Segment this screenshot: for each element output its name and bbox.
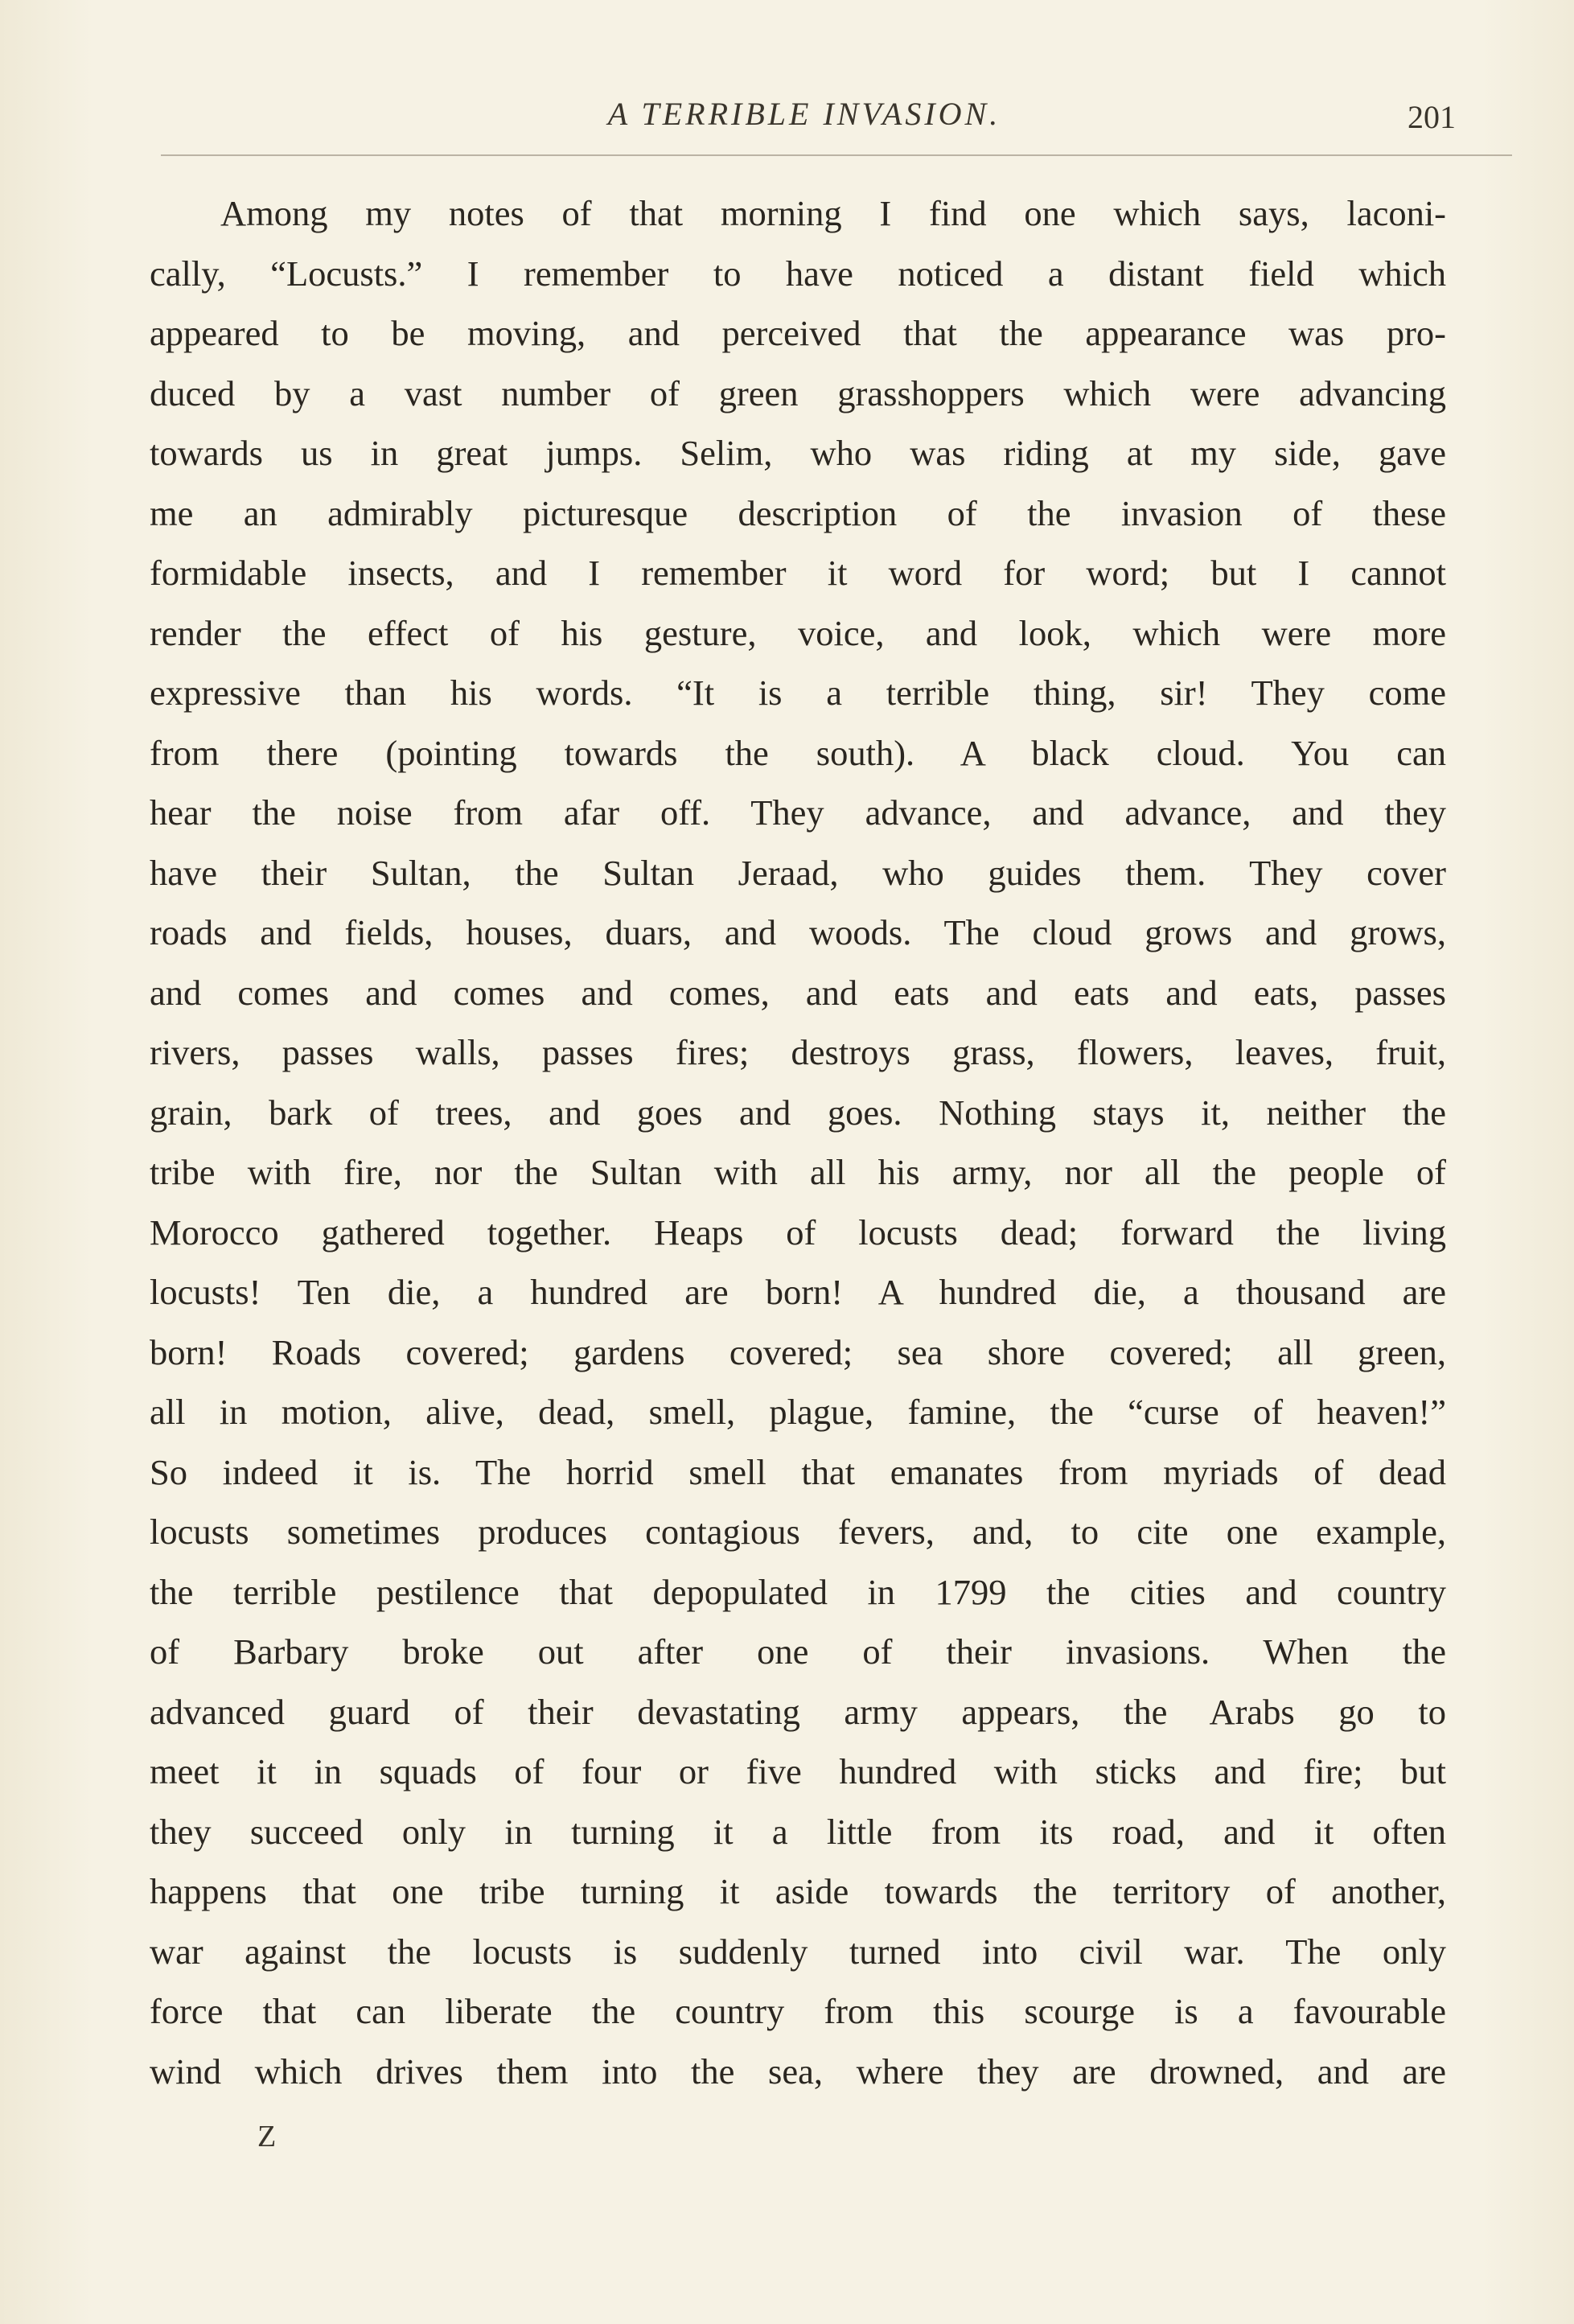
text-line: force that can liberate the country from this scourge is a favourable bbox=[150, 1991, 1446, 2031]
text-line: appeared to be moving, and perceived that the appearance was pro- bbox=[150, 313, 1446, 353]
text-line: grain, bark of trees, and goes and goes. Nothing stays it, neither the bbox=[150, 1092, 1446, 1133]
text-line: towards us in great jumps. Selim, who was riding at my side, gave bbox=[150, 433, 1446, 473]
running-title: A TERRIBLE INVASION. bbox=[607, 96, 1001, 132]
page-number: 201 bbox=[1408, 99, 1456, 135]
text-line: render the effect of his gesture, voice, and look, which were more bbox=[150, 612, 1446, 653]
header-rule bbox=[161, 154, 1512, 156]
text-line: formidable insects, and I remember it word for word; but I cannot bbox=[150, 553, 1446, 593]
text-line: rivers, passes walls, passes fires; destroys grass, flowers, leaves, fruit, bbox=[150, 1032, 1446, 1072]
text-line: they succeed only in turning it a little from its road, and it often bbox=[150, 1811, 1446, 1852]
text-line: locusts! Ten die, a hundred are born! A hundred die, a thousand are bbox=[150, 1272, 1446, 1312]
text-line: of Barbary broke out after one of their invasions. When the bbox=[150, 1631, 1446, 1672]
text-line: the terrible pestilence that depopulated in 1799 the cities and country bbox=[150, 1571, 1446, 1612]
text-line: me an admirably picturesque description of the invasion of these bbox=[150, 492, 1446, 533]
text-line: roads and fields, houses, duars, and woods. The cloud grows and grows, bbox=[150, 912, 1446, 952]
text-line: So indeed it is. The horrid smell that emanates from myriads of dead bbox=[150, 1451, 1446, 1492]
text-line: war against the locusts is suddenly turned into civil war. The only bbox=[150, 1931, 1446, 1972]
body-text bbox=[150, 183, 1446, 2101]
text-line: locusts sometimes produces contagious fevers, and, to cite one example, bbox=[150, 1512, 1446, 1552]
text-line: Among my notes of that morning I find one which says, laconi- bbox=[220, 193, 1446, 233]
text-line: from there (pointing towards the south). A black cloud. You can bbox=[150, 732, 1446, 773]
text-line: all in motion, alive, dead, smell, plague, famine, the “curse of heaven!” bbox=[150, 1392, 1446, 1432]
text-line: wind which drives them into the sea, where they are drowned, and are bbox=[150, 2050, 1446, 2092]
text-line: have their Sultan, the Sultan Jeraad, who guides them. They cover bbox=[150, 852, 1446, 893]
text-line: born! Roads covered; gardens covered; sea shore covered; all green, bbox=[150, 1331, 1446, 1372]
text-line: expressive than his words. “It is a terrible thing, sir! They come bbox=[150, 673, 1446, 713]
signature-mark: Z bbox=[257, 2120, 277, 2153]
text-line: duced by a vast number of green grasshoppers which were advancing bbox=[150, 372, 1446, 413]
text-line: and comes and comes and comes, and eats and eats and eats, passes bbox=[150, 972, 1446, 1013]
text-line: advanced guard of their devastating army appears, the Arabs go to bbox=[150, 1691, 1446, 1732]
text-line: meet it in squads of four or five hundred with sticks and fire; but bbox=[150, 1751, 1446, 1791]
text-line: cally, “Locusts.” I remember to have noticed a distant field which bbox=[150, 253, 1446, 294]
running-head bbox=[153, 95, 1456, 151]
text-line: tribe with fire, nor the Sultan with all his army, nor all the people of bbox=[150, 1152, 1446, 1192]
text-line: Morocco gathered together. Heaps of locusts dead; forward the living bbox=[150, 1211, 1446, 1252]
text-line: hear the noise from afar off. They advance, and advance, and they bbox=[150, 792, 1446, 833]
text-line: happens that one tribe turning it aside towards the territory of another, bbox=[150, 1871, 1446, 1911]
